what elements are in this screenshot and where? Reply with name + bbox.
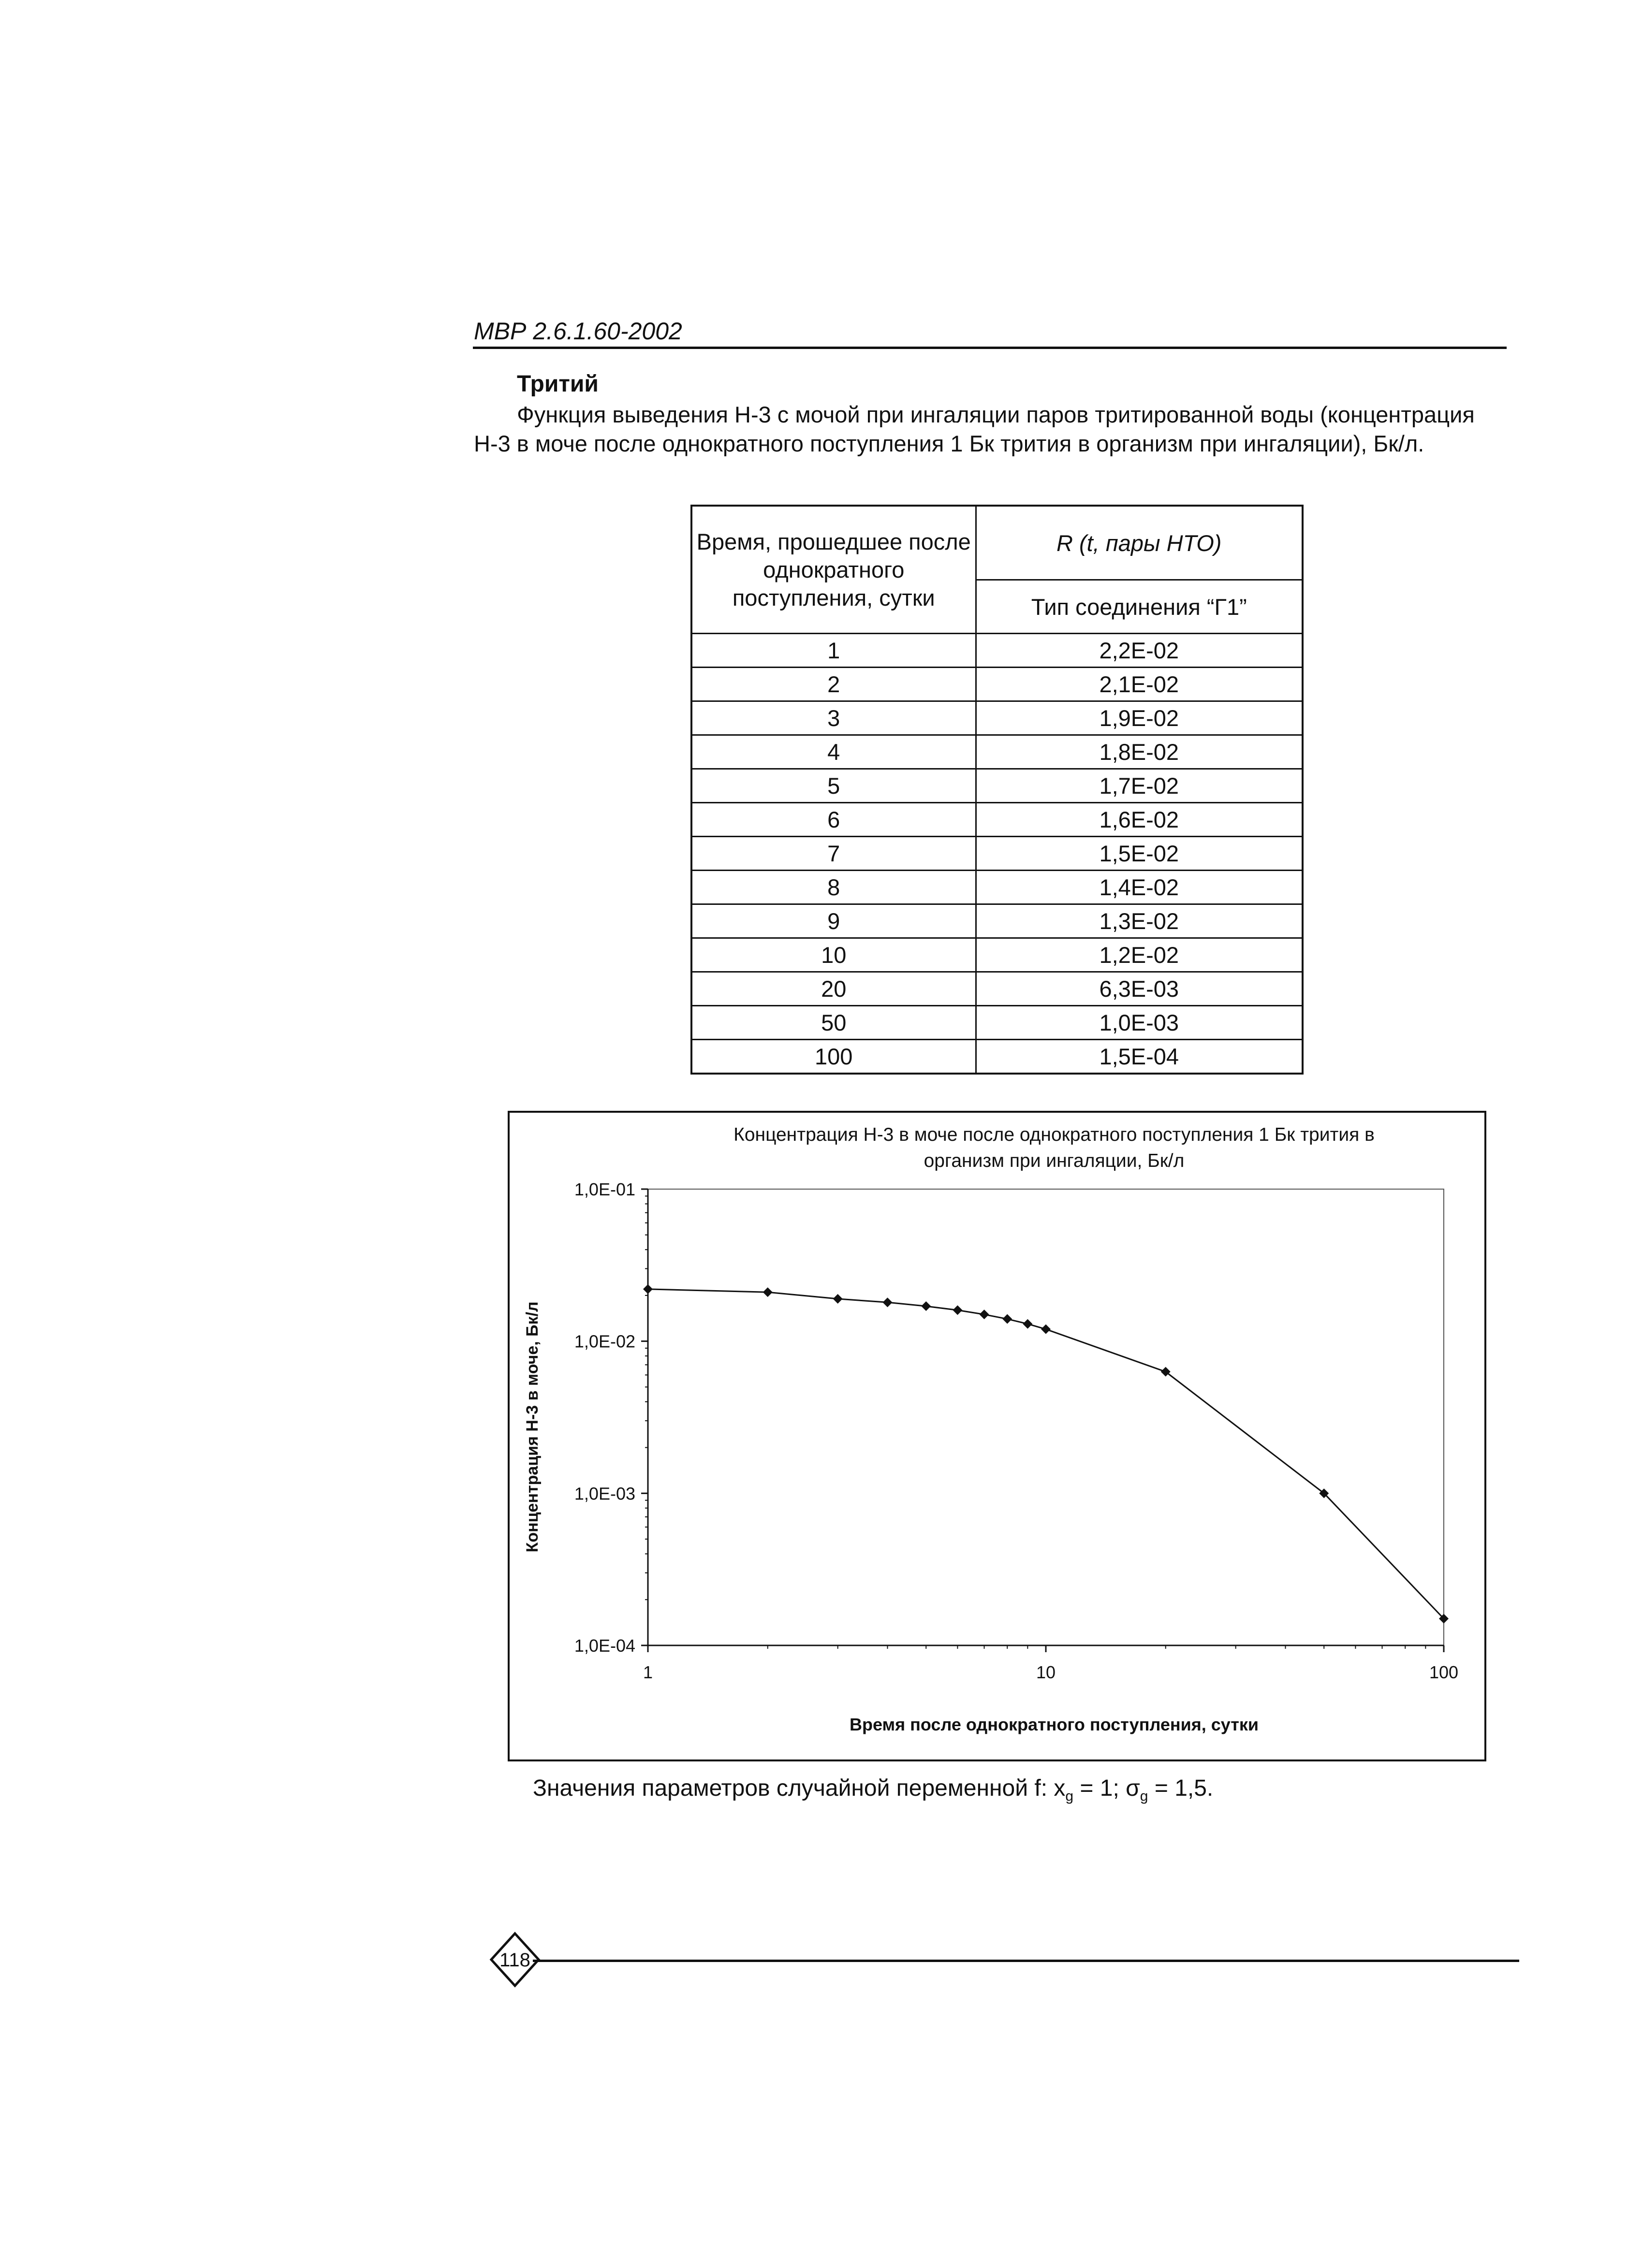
table-row [691,701,1303,735]
table-body [691,634,1303,1074]
data-point [833,1294,843,1304]
table-row [691,972,1303,1006]
data-point [643,1284,653,1294]
table-row [691,1006,1303,1040]
data-point [1041,1324,1051,1334]
value-cell: 1,5E-02 [976,837,1303,871]
params-prefix: Значения параметров случайной переменной f: x [533,1775,1066,1801]
y-tick-label: 1,0E-02 [574,1331,635,1352]
intro-paragraph: Функция выведения Н-3 с мочой при ингаляции паров тритированной воды (концентрация Н-3 в моче после однократного поступления 1 Бк трития в организм при ингаляции), Бк/л. [474,402,1475,456]
page-number: 118 [499,1949,530,1971]
table-row [691,904,1303,938]
r-column-header: R (t, пары НТО) [976,506,1303,580]
table-row [691,634,1303,668]
data-table [690,505,1304,1075]
chart-title-line-1: Концентрация Н-3 в моче после однократного поступления 1 Бк трития в [733,1124,1375,1145]
footer-rule [533,1960,1519,1962]
data-point [953,1305,962,1315]
params-suffix: = 1,5. [1148,1775,1214,1801]
time-cell: 20 [691,972,976,1006]
data-point [921,1301,931,1311]
time-cell: 9 [691,904,976,938]
table-row [691,769,1303,803]
value-cell: 1,3E-02 [976,904,1303,938]
value-cell: 1,4E-02 [976,871,1303,904]
value-cell: 2,2E-02 [976,634,1303,668]
document-code: МВР 2.6.1.60-2002 [474,318,682,345]
chart [508,1111,1486,1761]
time-cell: 8 [691,871,976,904]
value-cell: 1,8E-02 [976,735,1303,769]
data-point [1023,1319,1032,1329]
data-point [763,1287,773,1297]
table-row [691,871,1303,904]
parameters-note [533,1774,1213,1811]
header-rule [473,347,1507,349]
value-cell: 1,0E-03 [976,1006,1303,1040]
value-cell: 1,2E-02 [976,938,1303,972]
time-cell: 7 [691,837,976,871]
params-subscript-x: g [1065,1788,1074,1804]
section-title: Тритий [517,371,599,397]
y-tick-label: 1,0E-01 [574,1179,635,1199]
table-row [691,1040,1303,1074]
time-column-header: Время, прошедшее после однократного поступления, сутки [691,506,976,634]
data-point [1002,1314,1012,1324]
value-cell: 2,1E-02 [976,668,1303,701]
time-cell: 6 [691,803,976,837]
value-cell: 1,5E-04 [976,1040,1303,1074]
time-cell: 2 [691,668,976,701]
time-cell: 50 [691,1006,976,1040]
table-row [691,668,1303,701]
time-cell: 1 [691,634,976,668]
time-cell: 10 [691,938,976,972]
series-line [648,1289,1444,1619]
table-row [691,735,1303,769]
value-cell: 1,9E-02 [976,701,1303,735]
table-row [691,837,1303,871]
table-row [691,938,1303,972]
y-tick-label: 1,0E-04 [574,1636,635,1656]
x-tick-label: 1 [643,1662,653,1682]
y-axis-label: Концентрация Н-3 в моче, Бк/л [523,1301,542,1553]
value-cell: 1,7E-02 [976,769,1303,803]
time-cell: 100 [691,1040,976,1074]
table-row [691,803,1303,837]
plot-area [648,1189,1444,1645]
time-cell: 3 [691,701,976,735]
value-cell: 1,6E-02 [976,803,1303,837]
x-tick-label: 100 [1429,1662,1459,1682]
x-axis-label: Время после однократного поступления, сутки [849,1715,1259,1734]
x-tick-label: 10 [1036,1662,1056,1682]
params-mid: = 1; σ [1073,1775,1140,1801]
chart-title-line-2: организм при ингаляции, Бк/л [924,1150,1185,1171]
y-tick-label: 1,0E-03 [574,1483,635,1504]
data-point [882,1297,892,1307]
time-cell: 5 [691,769,976,803]
time-cell: 4 [691,735,976,769]
value-cell: 6,3E-03 [976,972,1303,1006]
compound-type-header: Тип соединения “Г1” [976,580,1303,634]
params-subscript-sigma: g [1140,1788,1148,1804]
data-point [980,1309,989,1319]
